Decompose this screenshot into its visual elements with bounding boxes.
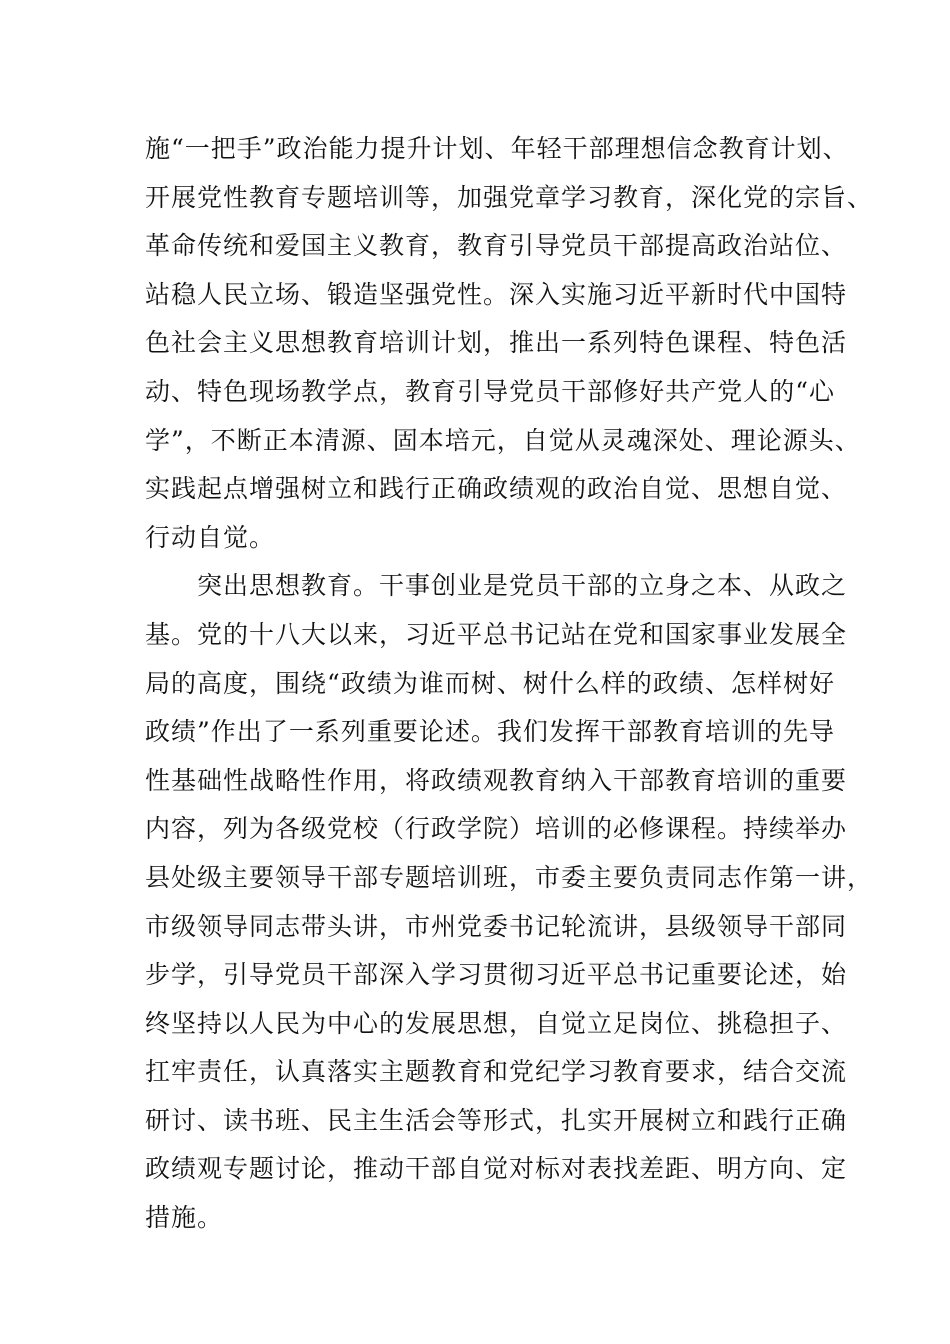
text-line: 措施。 <box>145 1203 224 1233</box>
text-line: 研讨、读书班、民主生活会等形式，扎实开展树立和践行正确 <box>145 1105 848 1135</box>
text-line: 实践起点增强树立和践行正确政绩观的政治自觉、思想自觉、 <box>145 474 848 504</box>
text-line: 基。党的十八大以来，习近平总书记站在党和国家事业发展全 <box>145 619 848 649</box>
text-line: 县处级主要领导干部专题培训班，市委主要负责同志作第一讲， <box>145 862 874 892</box>
text-line: 施“一把手”政治能力提升计划、年轻干部理想信念教育计划、 <box>145 134 849 163</box>
text-line: 终坚持以人民为中心的发展思想，自觉立足岗位、挑稳担子、 <box>145 1008 848 1038</box>
text-line: 突出思想教育。干事创业是党员干部的立身之本、从政之 <box>145 571 848 601</box>
document-body <box>145 125 874 1243</box>
text-line: 开展党性教育专题培训等，加强党章学习教育，深化党的宗旨、 <box>145 182 874 212</box>
text-line: 局的高度，围绕“政绩为谁而树、树什么样的政绩、怎样树好 <box>145 668 835 698</box>
text-line: 学”，不断正本清源、固本培元，自觉从灵魂深处、理论源头、 <box>145 425 861 455</box>
text-line: 政绩”作出了一系列重要论述。我们发挥干部教育培训的先导 <box>145 717 835 747</box>
text-line: 政绩观专题讨论，推动干部自觉对标对表找差距、明方向、定 <box>145 1154 848 1184</box>
text-line: 市级领导同志带头讲，市州党委书记轮流讲，县级领导干部同 <box>145 911 848 941</box>
paragraph-1 <box>145 125 874 562</box>
text-line: 色社会主义思想教育培训计划，推出一系列特色课程、特色活 <box>145 328 848 358</box>
text-line: 动、特色现场教学点，教育引导党员干部修好共产党人的“心 <box>145 376 835 406</box>
paragraph-2 <box>145 562 874 1242</box>
text-line: 革命传统和爱国主义教育，教育引导党员干部提高政治站位、 <box>145 231 848 261</box>
text-line: 站稳人民立场、锻造坚强党性。深入实施习近平新时代中国特 <box>145 279 848 309</box>
text-line: 内容，列为各级党校（行政学院）培训的必修课程。持续举办 <box>145 814 848 844</box>
text-line: 步学，引导党员干部深入学习贯彻习近平总书记重要论述，始 <box>145 960 848 990</box>
text-line: 行动自觉。 <box>145 522 276 552</box>
text-line: 扛牢责任，认真落实主题教育和党纪学习教育要求，结合交流 <box>145 1057 848 1087</box>
text-line: 性基础性战略性作用，将政绩观教育纳入干部教育培训的重要 <box>145 765 848 795</box>
